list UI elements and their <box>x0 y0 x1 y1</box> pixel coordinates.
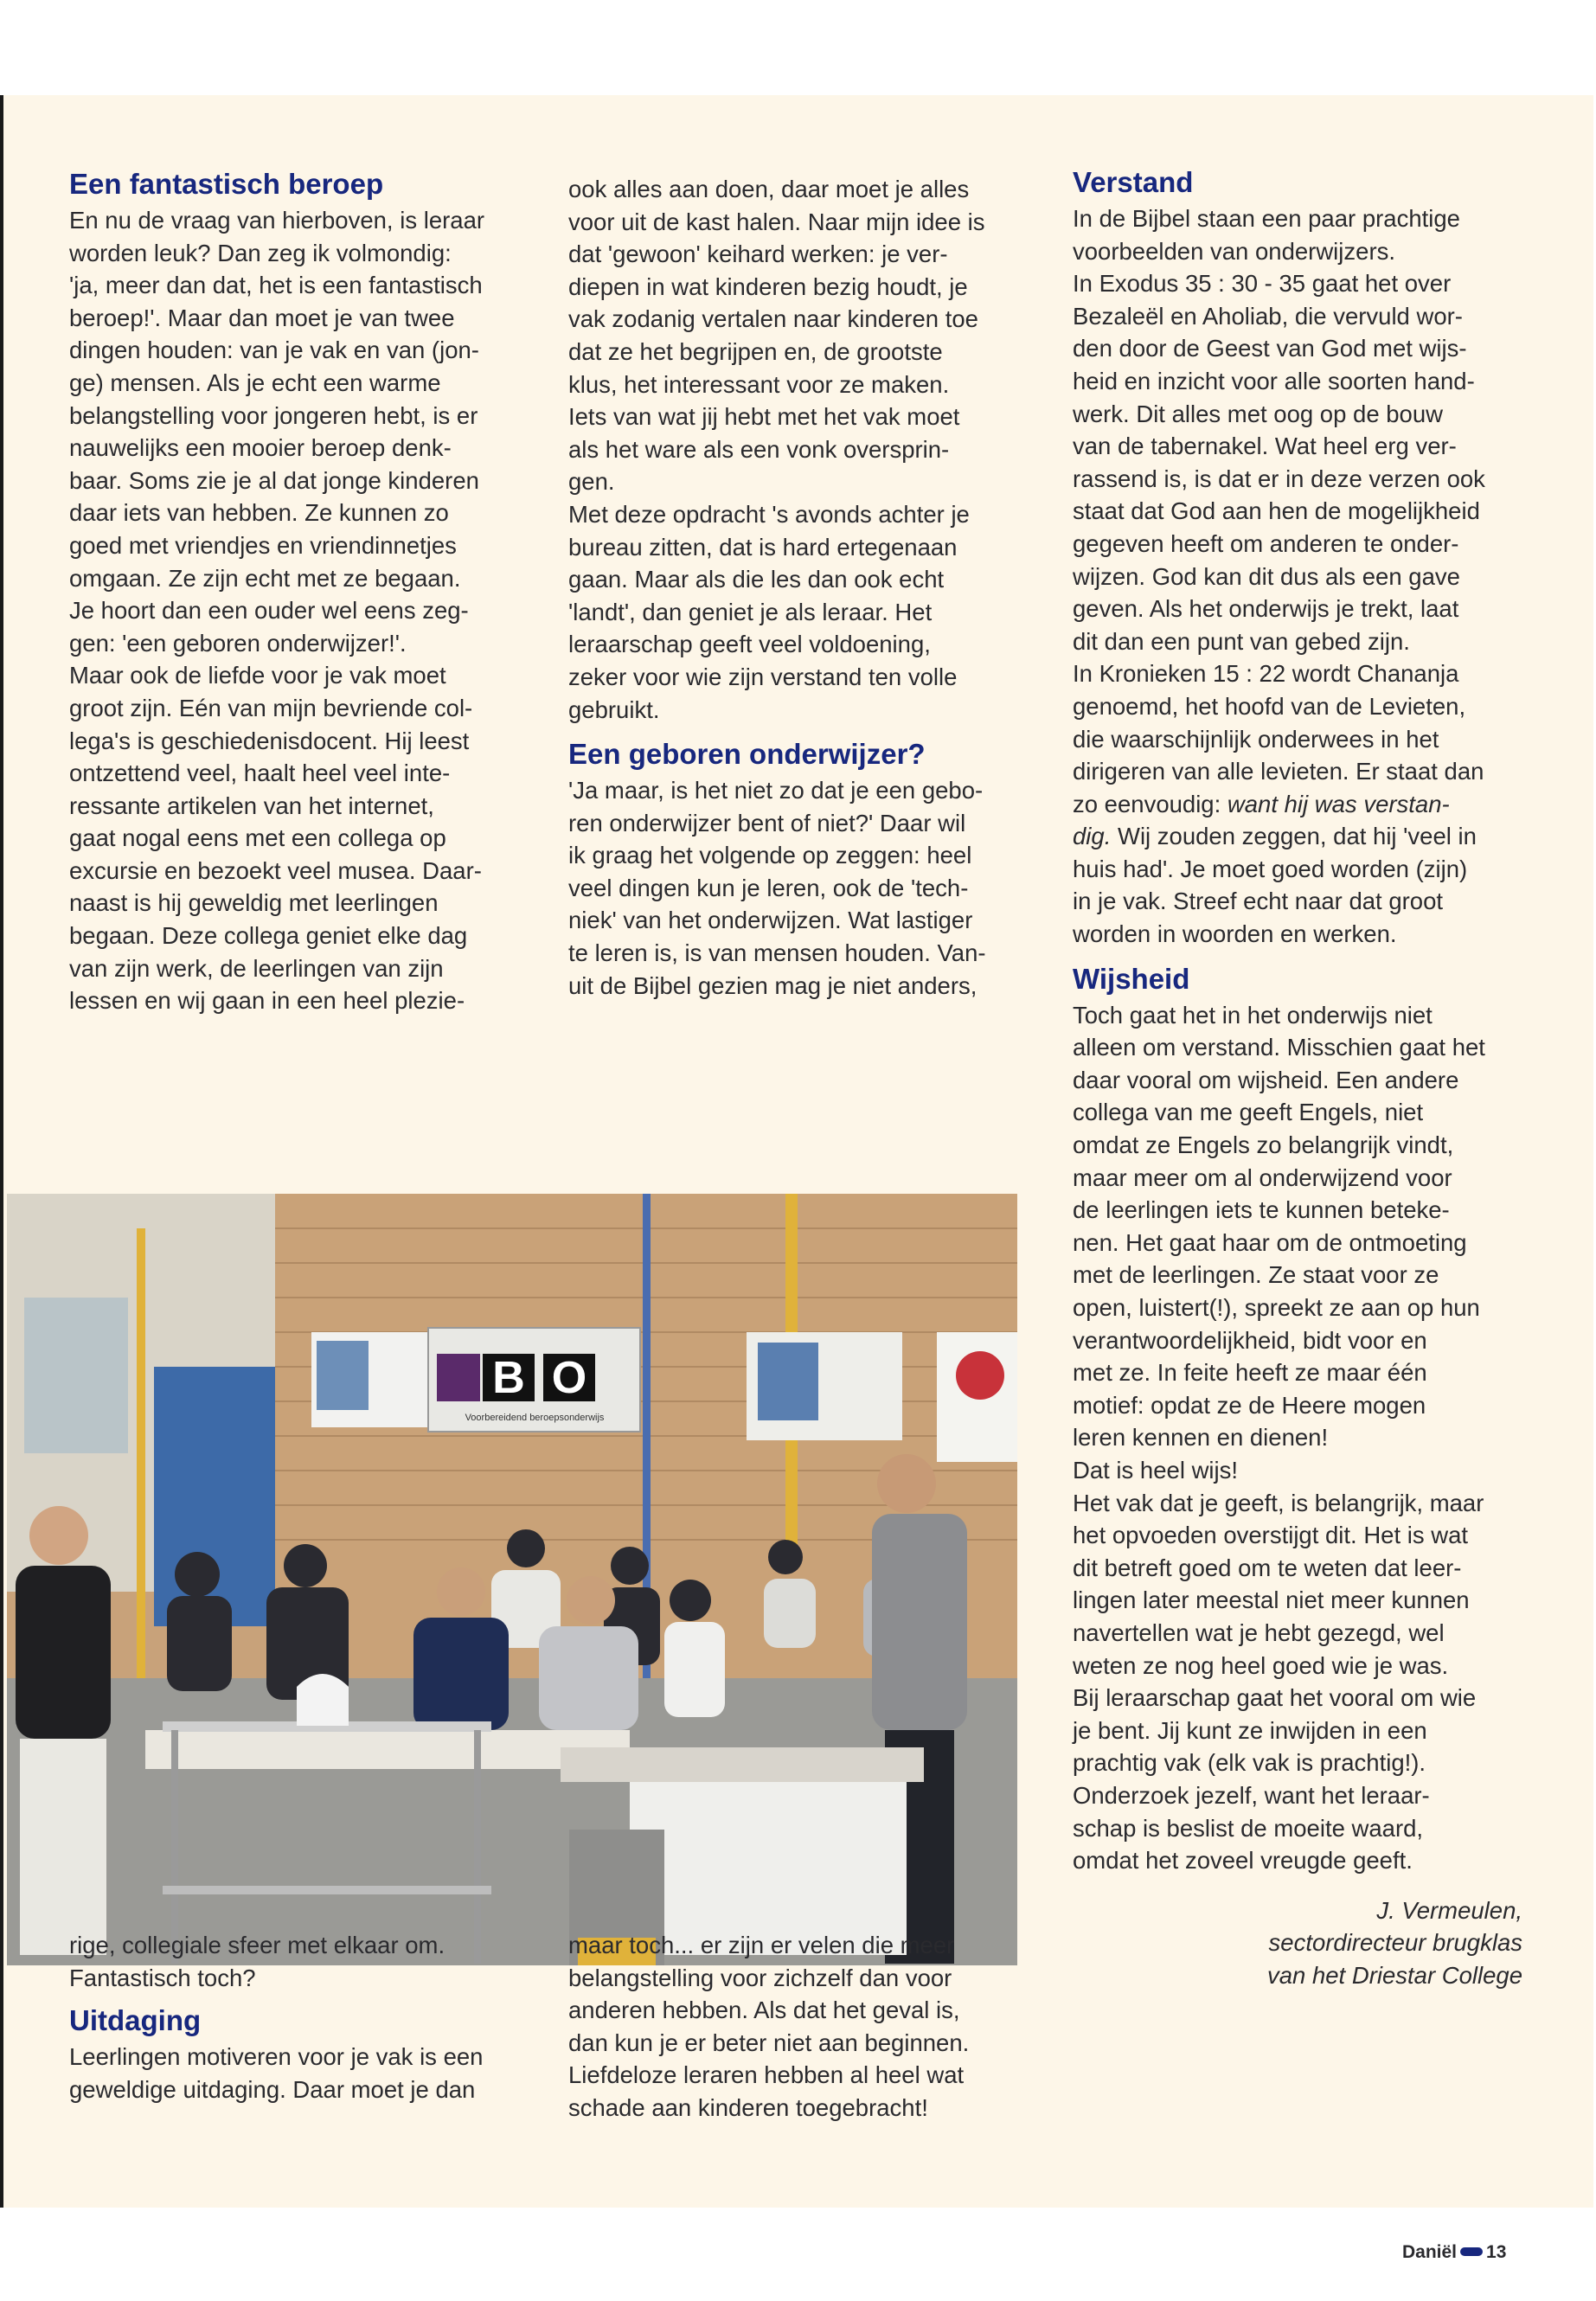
arrow-icon <box>1460 2247 1483 2256</box>
text-line: met ze. In feite heeft ze maar één <box>1073 1359 1427 1387</box>
text-line: maar toch... er zijn er velen die meer <box>568 1932 955 1958</box>
text-line: Het vak dat je geeft, is belangrijk, maar <box>1073 1489 1484 1516</box>
heading-een-fantastisch-beroep: Een fantastisch beroep <box>69 168 384 200</box>
text-line: sectordirecteur brugklas <box>1268 1929 1522 1957</box>
text-line: belangstelling voor jongeren hebt, is er <box>69 401 478 429</box>
text-line: Bezaleël en Aholiab, die vervuld wor- <box>1073 302 1463 330</box>
text-line: groot zijn. Eén van mijn bevriende col- <box>69 694 473 721</box>
heading-wijsheid: Wijsheid <box>1073 962 1190 995</box>
classroom-photo <box>7 1194 1017 1965</box>
text-line: ge) mensen. Als je echt een warme <box>69 369 441 396</box>
column-2-top <box>568 173 1029 1002</box>
text-line: navertellen wat je hebt gezegd, wel <box>1073 1618 1445 1646</box>
text-line: 'landt', dan geniet je als leraar. Het <box>568 598 933 625</box>
text-line: in je vak. Streef echt naar dat groot <box>1073 888 1444 915</box>
column-1-top-text <box>69 204 519 1017</box>
text-line: Iets van wat jij hebt met het vak moet <box>568 403 960 431</box>
column-1-bottom-text <box>69 1929 519 1994</box>
text-line: heid en inzicht voor alle soorten hand- <box>1073 367 1475 394</box>
text-line: worden leuk? Dan zeg ik volmondig: <box>69 239 452 266</box>
author-signature <box>1073 1894 1522 1992</box>
text-line: daar vooral om wijsheid. Een andere <box>1073 1066 1459 1093</box>
text-line: huis had'. Je moet goed worden (zijn) <box>1073 855 1468 882</box>
text-line: dirigeren van alle levieten. Er staat dan <box>1073 758 1484 785</box>
text-line: omdat ze Engels zo belangrijk vindt, <box>1073 1131 1454 1159</box>
text-line: dit betreft goed om te weten dat leer- <box>1073 1554 1462 1581</box>
text-line: Maar ook de liefde voor je vak moet <box>69 662 446 689</box>
text-line: daar iets van hebben. Ze kunnen zo <box>69 499 449 527</box>
text-line: omgaan. Ze zijn echt met ze begaan. <box>69 564 461 592</box>
text-line: anderen hebben. Als dat het geval is, <box>568 1997 960 2024</box>
text-line: maar meer om al onderwijzend voor <box>1073 1163 1452 1191</box>
text-line: gaat nogal eens met een collega op <box>69 824 446 852</box>
page-number: 13 <box>1486 2242 1507 2262</box>
text-line: genoemd, het hoofd van de Levieten, <box>1073 692 1466 720</box>
text-line: ook alles aan doen, daar moet je alles <box>568 176 970 202</box>
text-line: schade aan kinderen toegebracht! <box>568 2093 928 2121</box>
text-line: goed met vriendjes en vriendinnetjes <box>69 531 457 559</box>
text-line: Bij leraarschap gaat het vooral om wie <box>1073 1684 1477 1712</box>
text-line: lega's is geschiedenisdocent. Hij leest <box>69 727 470 754</box>
column-3-text-b <box>1073 999 1522 1877</box>
page-folio <box>1402 2242 1506 2263</box>
text-line: ontzettend veel, haalt heel veel inte- <box>69 760 451 787</box>
column-2-bottom-text <box>568 1929 1029 2125</box>
text-line: gegeven heeft om anderen te onder- <box>1073 529 1459 557</box>
text-fragment: zo eenvoudig: <box>1073 790 1227 817</box>
text-line: J. Vermeulen, <box>1376 1896 1522 1924</box>
emphasis-text: dig. <box>1073 823 1112 850</box>
text-line: veel dingen kun je leren, ook de 'tech- <box>568 874 969 901</box>
text-line: motief: opdat ze de Heere mogen <box>1073 1391 1426 1419</box>
text-line: weten ze nog heel goed wie je was. <box>1073 1651 1449 1679</box>
text-line: met de leerlingen. Ze staat voor ze <box>1073 1261 1439 1289</box>
text-line: lessen en wij gaan in een heel plezie- <box>69 987 465 1015</box>
text-line: het opvoeden overstijgt dit. Het is wat <box>1073 1522 1469 1549</box>
text-line: leren kennen en dienen! <box>1073 1424 1329 1452</box>
text-line: Met deze opdracht 's avonds achter je <box>568 500 970 528</box>
text-line: dan kun je er beter niet aan beginnen. <box>568 2029 970 2056</box>
column-1-bottom <box>69 1929 519 2106</box>
column-3-text-a2 <box>1073 853 1522 951</box>
magazine-name: Daniël <box>1402 2242 1458 2262</box>
text-line: lingen later meestal niet meer kunnen <box>1073 1586 1470 1614</box>
text-line: vak zodanig vertalen naar kinderen toe <box>568 305 978 333</box>
text-line: collega van me geeft Engels, niet <box>1073 1099 1424 1126</box>
text-line: gen: 'een geboren onderwijzer!'. <box>69 629 407 657</box>
text-line: gen. <box>568 468 615 496</box>
column-2-bottom <box>568 1929 1029 2125</box>
column-1-top <box>69 164 519 1017</box>
text-line: klus, het interessant voor ze maken. <box>568 370 950 398</box>
text-line: In Kronieken 15 : 22 wordt Chananja <box>1073 660 1459 688</box>
text-line: nen. Het gaat haar om de ontmoeting <box>1073 1228 1467 1256</box>
text-line: diepen in wat kinderen bezig houdt, je <box>568 272 968 300</box>
column-2-text-b <box>568 774 1029 1002</box>
text-line: En nu de vraag van hierboven, is leraar <box>69 207 485 234</box>
text-line: In Exodus 35 : 30 - 35 gaat het over <box>1073 270 1452 298</box>
column-1-bottom-text-b <box>69 2041 519 2106</box>
text-line: geven. Als het onderwijs je trekt, laat <box>1073 595 1459 623</box>
text-line: staat dat God aan hen de mogelijkheid <box>1073 497 1480 525</box>
text-line: belangstelling voor zichzelf dan voor <box>568 1964 952 1991</box>
heading-een-geboren-onderwijzer: Een geboren onderwijzer? <box>568 738 926 771</box>
text-line: als het ware als een vonk oversprin- <box>568 435 950 463</box>
text-line: wijzen. God kan dit dus als een gave <box>1073 562 1460 590</box>
text-line: uit de Bijbel gezien mag je niet anders, <box>568 971 977 999</box>
text-line: dit dan een punt van gebed zijn. <box>1073 627 1410 655</box>
text-line: den door de Geest van God met wijs- <box>1073 335 1467 362</box>
text-line: te leren is, is van mensen houden. Van- <box>568 939 986 967</box>
text-line: In de Bijbel staan een paar prachtige <box>1073 205 1460 232</box>
text-line: werk. Dit alles met oog op de bouw <box>1073 400 1443 427</box>
banner-letter-b: B <box>492 1353 525 1403</box>
text-line: ren onderwijzer bent of niet?' Daar wil <box>568 809 966 836</box>
text-line: geweldige uitdaging. Daar moet je dan <box>69 2075 476 2103</box>
text-line: dingen houden: van je vak en van (jon- <box>69 336 479 364</box>
text-line: baar. Soms zie je al dat jonge kinderen <box>69 466 479 494</box>
text-line: de leerlingen iets te kunnen beteke- <box>1073 1196 1450 1224</box>
text-line: dat ze het begrijpen en, de grootste <box>568 337 943 365</box>
text-line: nauwelijks een mooier beroep denk- <box>69 434 452 462</box>
text-line: van zijn werk, de leerlingen van zijn <box>69 954 444 982</box>
text-line: ik graag het volgende op zeggen: heel <box>568 842 972 869</box>
emphasis-text: want hij was verstan- <box>1227 790 1450 817</box>
text-line: leraarschap geeft veel voldoening, <box>568 631 931 658</box>
text-line: Toch gaat het in het onderwijs niet <box>1073 1001 1433 1029</box>
text-line: schap is beslist de moeite waard, <box>1073 1814 1424 1842</box>
banner-subtitle: Voorbereidend beroepsonderwijs <box>465 1413 605 1423</box>
text-line: Fantastisch toch? <box>69 1964 256 1991</box>
text-line: gaan. Maar als die les dan ook echt <box>568 566 945 593</box>
column-2-top-text <box>568 173 1029 726</box>
text-line: Leerlingen motiveren voor je vak is een <box>69 2043 484 2071</box>
magazine-page <box>0 95 1593 2262</box>
text-line: Dat is heel wijs! <box>1073 1456 1239 1484</box>
text-line: Liefdeloze leraren hebben al heel wat <box>568 2061 965 2089</box>
text-line-mixed-2 <box>1073 820 1522 853</box>
text-line: excursie en bezoekt veel musea. Daar- <box>69 856 482 884</box>
heading-verstand: Verstand <box>1073 166 1194 198</box>
text-line: 'Ja maar, is het niet zo dat je een gebo- <box>568 777 984 804</box>
text-line: verantwoordelijkheid, bidt voor en <box>1073 1326 1427 1354</box>
column-3-text-a1 <box>1073 202 1522 788</box>
text-line: 'ja, meer dan dat, het is een fantastisch <box>69 272 483 299</box>
text-line: beroep!'. Maar dan moet je van twee <box>69 304 455 331</box>
text-line: zeker voor wie zijn verstand ten volle <box>568 663 958 690</box>
classroom-illustration <box>7 1194 1017 1965</box>
text-line: die waarschijnlijk onderwees in het <box>1073 725 1439 753</box>
text-line: van de tabernakel. Wat heel erg ver- <box>1073 433 1457 460</box>
text-line: alleen om verstand. Misschien gaat het <box>1073 1034 1485 1061</box>
text-line: naast is hij geweldig met leerlingen <box>69 889 439 917</box>
text-fragment: Wij zouden zeggen, dat hij 'veel in <box>1111 823 1477 850</box>
text-line: begaan. Deze collega geniet elke dag <box>69 922 468 950</box>
text-line: Onderzoek jezelf, want het leraar- <box>1073 1781 1430 1809</box>
text-line: rige, collegiale sfeer met elkaar om. <box>69 1932 445 1958</box>
text-line: voor uit de kast halen. Naar mijn idee is <box>568 208 985 235</box>
text-line-mixed-1 <box>1073 788 1522 821</box>
text-line: van het Driestar College <box>1266 1961 1522 1989</box>
text-line: bureau zitten, dat is hard ertegenaan <box>568 533 958 561</box>
text-line: gebruikt. <box>568 695 660 723</box>
text-line: open, luistert(!), spreekt ze aan op hun <box>1073 1294 1480 1321</box>
column-3 <box>1073 163 1522 1991</box>
text-line: voorbeelden van onderwijzers. <box>1073 237 1395 265</box>
text-line: je bent. Jij kunt ze inwijden in een <box>1073 1716 1427 1744</box>
text-line: Je hoort dan een ouder wel eens zeg- <box>69 597 469 625</box>
text-line: niek' van het onderwijzen. Wat lastiger <box>568 907 973 934</box>
text-line: dat 'gewoon' keihard werken: je ver- <box>568 240 948 268</box>
text-line: worden in woorden en werken. <box>1073 920 1397 948</box>
banner-letter-o: O <box>551 1353 587 1403</box>
text-line: omdat het zoveel vreugde geeft. <box>1073 1847 1413 1875</box>
text-line: ressante artikelen van het internet, <box>69 792 434 819</box>
heading-uitdaging: Uitdaging <box>69 2004 202 2037</box>
text-line: prachtig vak (elk vak is prachtig!). <box>1073 1749 1426 1777</box>
text-line: rassend is, is dat er in deze verzen ook <box>1073 465 1485 492</box>
